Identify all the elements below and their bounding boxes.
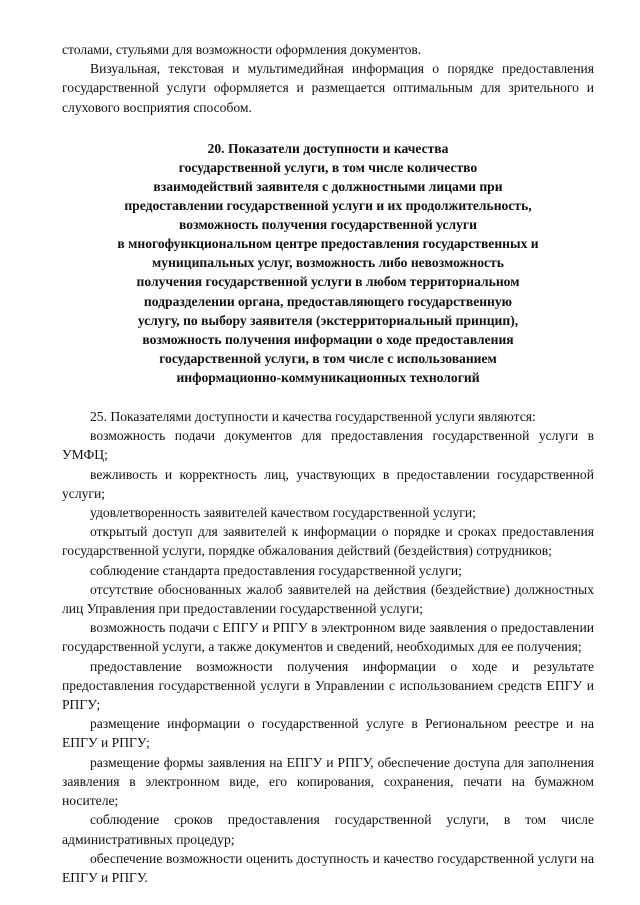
document-page <box>62 40 594 887</box>
list-item: отсутствие обоснованных жалоб заявителей на действия (бездействие) должностных лиц Управления при предоставлении государственной услуги; <box>62 581 594 617</box>
list-item: соблюдение сроков предоставления государственной услуги, в том числе административных процедур; <box>62 812 594 847</box>
heading-line: информационно-коммуникационных технологий <box>176 369 480 385</box>
clause-25-intro: 25. Показателями доступности и качества государственной услуги являются: <box>90 409 536 425</box>
heading-line: предоставлении государственной услуги и их продолжительность, <box>124 198 532 214</box>
list-item: возможность подачи документов для предоставления государственной услуги в УМФЦ; <box>62 428 594 463</box>
heading-line: в многофункциональном центре предоставления государственных и <box>117 236 539 252</box>
list-item: возможность подачи с ЕПГУ и РПГУ в электронном виде заявления о предоставлении государственной услуги, а также документов и сведений, необходимых для ее получения; <box>62 620 594 655</box>
list-item: удовлетворенность заявителей качеством государственной услуги; <box>90 505 476 521</box>
list-item: соблюдение стандарта предоставления государственной услуги; <box>90 562 462 578</box>
heading-line: государственной услуги, в том числе количество <box>178 159 478 175</box>
clause-25-list <box>62 426 594 887</box>
heading-line: возможность получения информации о ходе предоставления <box>142 331 514 347</box>
heading-line: муниципальных услуг, возможность либо невозможность <box>152 255 504 271</box>
heading-line: возможность получения государственной услуги <box>179 217 477 233</box>
list-item: размещение информации о государственной услуге в Региональном реестре и на ЕПГУ и РПГУ; <box>62 716 594 751</box>
list-item: размещение формы заявления на ЕПГУ и РПГУ, обеспечение доступа для заполнения заявления в электронном виде, его копирования, сохранения, печати на бумажном носителе; <box>62 754 594 809</box>
section-20-heading <box>62 139 594 387</box>
paragraph-visual-info: Визуальная, текстовая и мультимедийная информация о порядке предоставления государственной услуги оформляется и размещается оптимальным для зрительного и слухового восприятия способом. <box>62 61 594 115</box>
heading-line: 20. Показатели доступности и качества <box>207 140 449 156</box>
heading-line: подразделении органа, предоставляющего государственную <box>143 293 513 309</box>
list-item: вежливость и корректность лиц, участвующих в предоставлении государственной услуги; <box>62 466 594 501</box>
heading-line: государственной услуги, в том числе с использованием <box>159 350 497 366</box>
heading-line: услугу, по выбору заявителя (экстерриториальный принцип), <box>137 312 519 328</box>
heading-line: получения государственной услуги в любом территориальном <box>136 274 520 290</box>
list-item: открытый доступ для заявителей к информации о порядке и сроках предоставления государственной услуги, порядке обжалования действий (бездействия) сотрудников; <box>62 524 594 559</box>
paragraph-continuation: столами, стульями для возможности оформления документов. <box>62 42 422 57</box>
list-item: обеспечение возможности оценить доступность и качество государственной услуги на ЕПГУ и РПГУ. <box>62 850 594 885</box>
list-item: предоставление возможности получения информации о ходе и результате предоставления государственной услуги в Управлении с использованием средств ЕПГУ и РПГУ; <box>62 658 594 713</box>
heading-line: взаимодействий заявителя с должностными лицами при <box>153 179 503 194</box>
